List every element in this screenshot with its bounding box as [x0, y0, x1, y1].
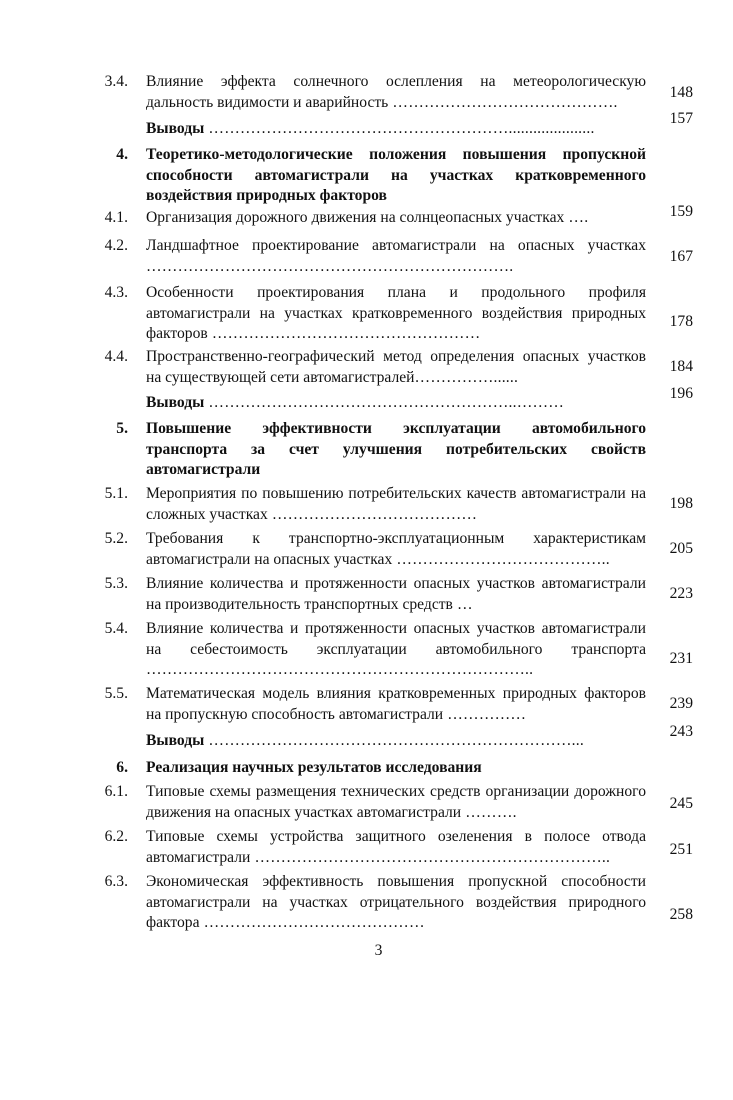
entry-page: 205 — [669, 540, 693, 557]
entry-page: 243 — [669, 723, 693, 740]
entry-title: Требования к транспортно-эксплуатационным характеристикам автомагистрали на опасных участках ………………………………….. — [146, 530, 646, 568]
entry-page: 196 — [669, 385, 693, 402]
entry-title: Выводы …………………………………………………..……… — [146, 394, 565, 411]
entry-page: 184 — [669, 358, 693, 375]
entry-number: 5.3. — [104, 575, 128, 592]
entry-number: 4.1. — [104, 209, 128, 226]
page-number: 3 — [374, 942, 383, 959]
entry-title: Математическая модель влияния кратковременных природных факторов на пропускную способность автомагистрали …………… — [146, 685, 646, 723]
entry-title: Пространственно-географический метод определения опасных участков на существующей сети автомагистралей……………...... — [146, 348, 646, 386]
entry-title: Выводы …………………………………………………..................... — [146, 120, 595, 137]
entry-number: 6.2. — [104, 828, 128, 845]
entry-number: 5.1. — [104, 485, 128, 502]
entry-title: Выводы ……………………………………………………………... — [146, 732, 584, 749]
entry-page: 258 — [669, 906, 693, 923]
entry-number: 4.3. — [104, 284, 128, 301]
entry-page: 178 — [669, 313, 693, 330]
entry-number: 5.4. — [104, 620, 128, 637]
entry-title: Экономическая эффективность повышения пропускной способности автомагистрали на участках отрицательного воздействия природного фактора …………………………………… — [146, 873, 646, 931]
entry-title: Организация дорожного движения на солнцеопасных участках …. — [146, 209, 589, 226]
chapter-number: 5. — [116, 420, 128, 437]
chapter-title: Теоретико-методологические положения повышения пропускной способности автомагистрали на участках кратковременного воздействия природных факторов — [146, 146, 646, 204]
entry-page: 239 — [669, 695, 693, 712]
chapter-title: Реализация научных результатов исследования — [146, 759, 482, 776]
entry-page: 159 — [669, 203, 693, 220]
entry-number: 4.2. — [104, 237, 128, 254]
chapter-number: 6. — [116, 759, 128, 776]
entry-number: 5.5. — [104, 685, 128, 702]
chapter-number: 4. — [116, 146, 128, 163]
entry-page: 198 — [669, 495, 693, 512]
entry-page: 148 — [669, 84, 693, 101]
entry-title: Мероприятия по повышению потребительских качеств автомагистрали на сложных участках ………………………………… — [146, 485, 646, 523]
entry-title: Влияние количества и протяженности опасных участков автомагистрали на производительность транспортных средств … — [146, 575, 646, 613]
entry-title: Влияние эффекта солнечного ослепления на метеорологическую дальность видимости и аварийность ……………………………………. — [146, 73, 646, 111]
entry-page: 167 — [669, 248, 693, 265]
entry-number: 6.1. — [104, 783, 128, 800]
entry-page: 231 — [669, 650, 693, 667]
entry-title: Влияние количества и протяженности опасных участков автомагистрали на себестоимость эксплуатации автомобильного транспорта ……………………………………………………………….. — [146, 620, 646, 678]
entry-title: Особенности проектирования плана и продольного профиля автомагистрали на участках кратковременного воздействия природных факторов …………………………………………… — [146, 284, 646, 342]
entry-number: 4.4. — [104, 348, 128, 365]
entry-number: 5.2. — [104, 530, 128, 547]
entry-page: 245 — [669, 795, 693, 812]
entry-number: 3.4. — [104, 73, 128, 90]
entry-title: Ландшафтное проектирование автомагистрали на опасных участках ……………………………………………………………. — [146, 237, 646, 275]
chapter-title: Повышение эффективности эксплуатации автомобильного транспорта за счет улучшения потребительских свойств автомагистрали — [146, 420, 646, 478]
entry-page: 223 — [669, 585, 693, 602]
entry-page: 251 — [669, 841, 693, 858]
entry-title: Типовые схемы размещения технических средств организации дорожного движения на опасных участках автомагистрали ………. — [146, 783, 646, 821]
entry-number: 6.3. — [104, 873, 128, 890]
entry-title: Типовые схемы устройства защитного озеленения в полосе отвода автомагистрали ………………………………………………………….. — [146, 828, 646, 866]
entry-page: 157 — [669, 110, 693, 127]
